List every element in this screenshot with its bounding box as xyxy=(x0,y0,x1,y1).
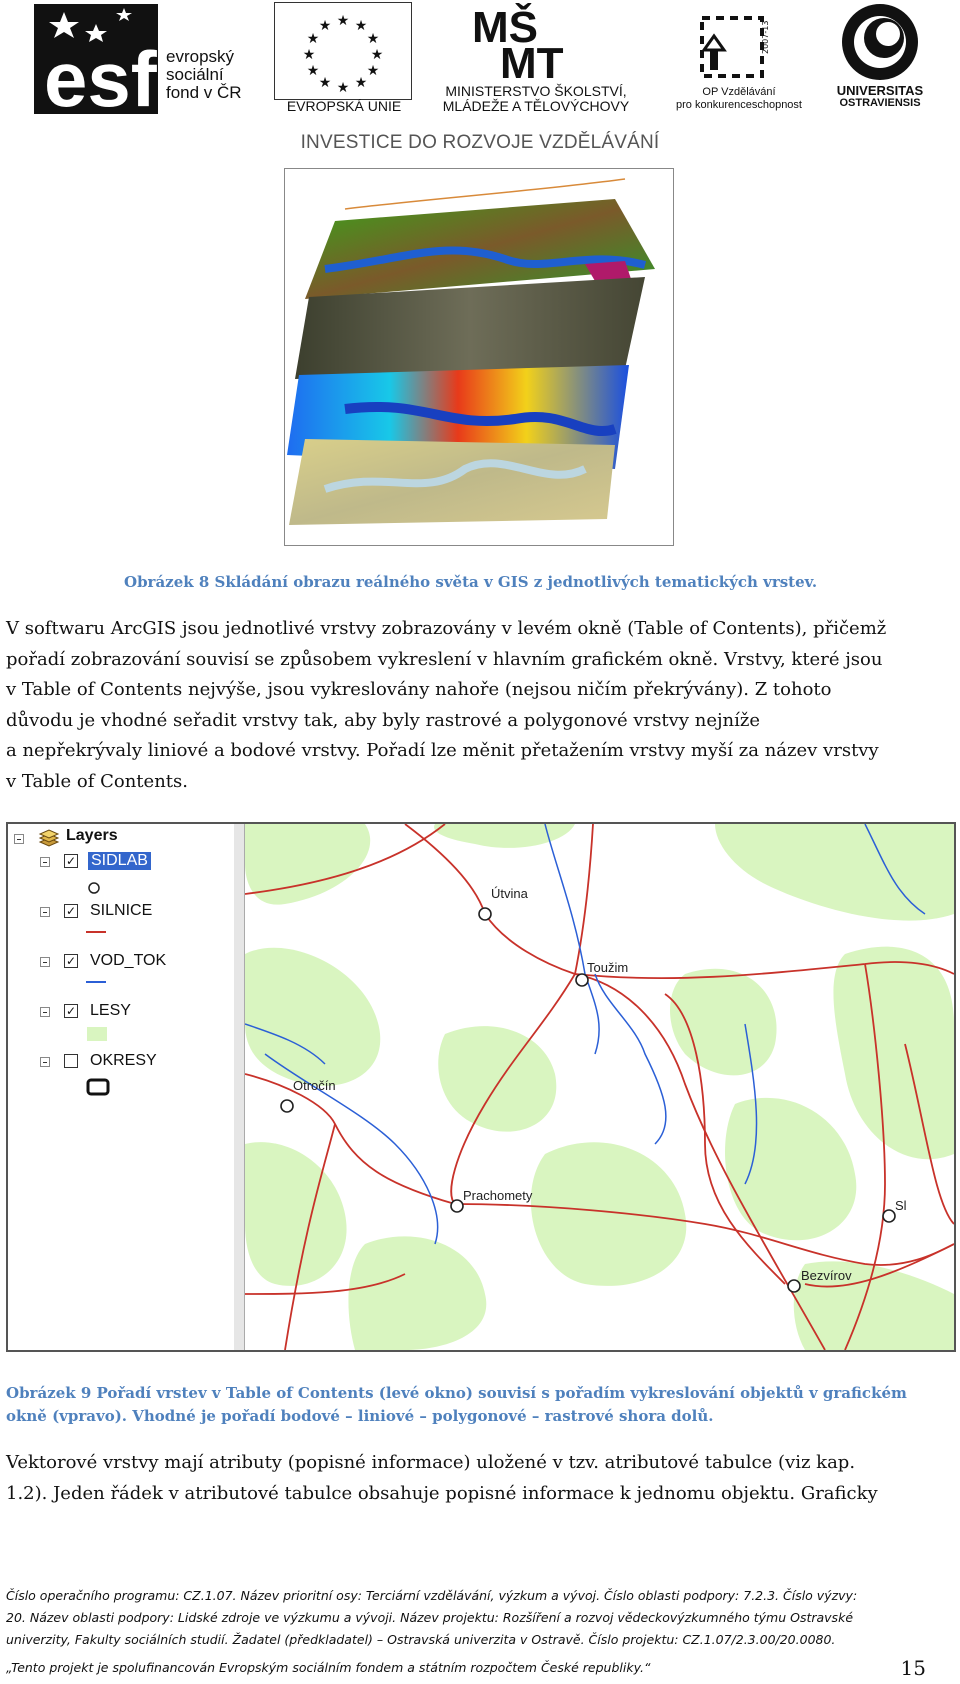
svg-text:★: ★ xyxy=(370,47,384,63)
figure9-caption-line2: okně (vpravo). Vhodné je pořadí bodové – liniové – polygonové – rastrové shora dolů. xyxy=(6,1407,714,1425)
eu-text: EVROPSKÁ UNIE xyxy=(286,98,402,114)
map-label-touzim: Toužim xyxy=(587,960,629,975)
road-line-symbol-icon xyxy=(84,928,108,936)
svg-text:★: ★ xyxy=(366,31,380,47)
layer-checkbox[interactable]: ✓ xyxy=(65,1004,77,1018)
universitas-text-line2: OSTRAVIENSIS xyxy=(839,97,921,109)
map-label-utvina: Útvina xyxy=(491,886,528,901)
gis-layers-illustration xyxy=(285,169,673,545)
paragraph-2-line: Vektorové vrstvy mají atributy (popisné informace) uložené v tzv. atributové tabulce (viz kap. xyxy=(6,1452,856,1473)
universitas-text-line1: UNIVERSITAS xyxy=(836,83,924,98)
op-text-line2: pro konkurenceschopnost xyxy=(676,99,802,111)
layer-vod-tok[interactable]: VOD_TOK xyxy=(90,952,167,969)
msmt-text-line2: MLÁDEŽE A TĚLOVÝCHOVY xyxy=(442,98,630,114)
eu-flag xyxy=(274,2,412,100)
layer-lesy[interactable]: LESY xyxy=(90,1002,131,1019)
arcgis-screenshot xyxy=(6,822,956,1352)
layers-expander-icon[interactable] xyxy=(14,834,24,844)
paragraph-1-line: V softwaru ArcGIS jsou jednotlivé vrstvy zobrazovány v levém okně (Table of Contents), přičemž xyxy=(6,618,887,639)
district-outline-symbol-icon xyxy=(86,1078,110,1096)
svg-text:MŠ: MŠ xyxy=(472,3,538,52)
header-logos xyxy=(0,0,960,160)
msmt-text xyxy=(420,84,652,114)
layer-expander-icon[interactable] xyxy=(40,907,50,917)
layer-checkbox[interactable]: ✓ xyxy=(65,904,77,918)
paragraph-1-line: v Table of Contents. xyxy=(6,770,188,792)
paragraph-1-line: pořadí zobrazování souvisí se způsobem vykreslení v hlavním grafickém okně. Vrstvy, které jsou xyxy=(6,648,883,670)
figure9-caption xyxy=(6,1382,956,1428)
layer-okresy[interactable]: OKRESY xyxy=(90,1052,157,1069)
svg-text:★: ★ xyxy=(366,63,380,79)
layer-sidlab[interactable]: SIDLAB xyxy=(88,852,151,870)
map-label-otrocin: Otročín xyxy=(293,1078,336,1093)
footer-line: 20. Název oblasti podpory: Lidské zdroje ve výzkumu a vývoji. Název projektu: Rozšíření a rozvoj vědeckovýzkumného týmu Ostravské xyxy=(6,1610,854,1625)
msmt-text-line1: MINISTERSTVO ŠKOLSTVÍ, xyxy=(445,83,627,99)
esf-logo xyxy=(34,4,158,114)
point-symbol-icon xyxy=(86,880,102,896)
svg-text:★: ★ xyxy=(354,75,368,91)
paragraph-1 xyxy=(6,614,954,797)
toc-scrollbar[interactable] xyxy=(234,824,245,1350)
layer-expander-icon[interactable] xyxy=(40,1057,50,1067)
svg-text:2007-13: 2007-13 xyxy=(761,20,770,54)
esf-text: evropský sociální fond v ČR xyxy=(166,47,242,102)
svg-text:★: ★ xyxy=(336,80,350,96)
svg-text:★: ★ xyxy=(318,75,332,91)
layer-expander-icon[interactable] xyxy=(40,1007,50,1017)
op-logo xyxy=(696,14,776,84)
map-view[interactable] xyxy=(245,824,954,1350)
svg-text:★: ★ xyxy=(336,13,350,29)
layer-checkbox[interactable]: ✓ xyxy=(65,954,77,968)
universitas-logo xyxy=(840,2,920,82)
layer-expander-icon[interactable] xyxy=(40,857,50,867)
page-number: 15 xyxy=(900,1656,926,1680)
op-text-line1: OP Vzdělávání xyxy=(702,86,776,98)
svg-text:★: ★ xyxy=(302,47,316,63)
gis-layers-image xyxy=(284,168,674,546)
forest-fill-symbol-icon xyxy=(86,1026,108,1042)
svg-text:★: ★ xyxy=(318,18,332,34)
op-text xyxy=(660,86,818,112)
layers-stack-icon xyxy=(38,828,60,848)
layer-checkbox[interactable] xyxy=(64,1054,78,1068)
table-of-contents xyxy=(8,824,235,1350)
figure9-caption-line1: Obrázek 9 Pořadí vrstev v Table of Contents (levé okno) souvisí s pořadím vykreslování objektů v grafickém xyxy=(6,1384,907,1402)
layer-expander-icon[interactable] xyxy=(40,957,50,967)
paragraph-2-line: 1.2). Jeden řádek v atributové tabulce obsahuje popisné informace k jednomu objektu. Graficky xyxy=(6,1482,878,1504)
map-label-prachomety: Prachomety xyxy=(463,1188,533,1203)
universitas-text xyxy=(812,84,948,110)
paragraph-2 xyxy=(6,1448,954,1509)
map-label-sl: Sl xyxy=(895,1198,907,1213)
msmt-logo xyxy=(470,2,590,78)
svg-text:esf: esf xyxy=(44,35,157,114)
figure8-caption: Obrázek 8 Skládání obrazu reálného světa v GIS z jednotlivých tematických vrstev. xyxy=(124,573,818,591)
svg-text:★: ★ xyxy=(354,18,368,34)
layer-silnice[interactable]: SILNICE xyxy=(90,902,153,919)
investice-slogan: INVESTICE DO ROZVOJE VZDĚLÁVÁNÍ xyxy=(300,132,660,153)
svg-text:★: ★ xyxy=(306,63,320,79)
footer-line: univerzity, Fakulty sociálních studií. Žadatel (předkladatel) – Ostravská univerzita v Ostravě. Číslo projektu: CZ.1.07/2.3.00/20.0080. xyxy=(6,1632,836,1647)
paragraph-1-line: v Table of Contents nejvýše, jsou vykreslovány nahoře (nejsou ničím překrývány). Z tohoto xyxy=(6,679,832,700)
paragraph-1-line: a nepřekrývaly liniové a bodové vrstvy. Pořadí lze měnit přetažením vrstvy myší za název vrstvy xyxy=(6,740,879,761)
layer-checkbox[interactable]: ✓ xyxy=(65,854,77,868)
footer-line: „Tento projekt je spolufinancován Evropským sociálním fondem a státním rozpočtem České republiky.“ xyxy=(6,1660,651,1675)
footer-project-info xyxy=(6,1585,954,1679)
river-line-symbol-icon xyxy=(84,978,108,986)
paragraph-1-line: důvodu je vhodné seřadit vrstvy tak, aby byly rastrové a polygonové vrstvy nejníže xyxy=(6,709,761,731)
map-label-bezvirov: Bezvírov xyxy=(801,1268,852,1283)
svg-text:MT: MT xyxy=(500,39,564,78)
footer-line: Číslo operačního programu: CZ.1.07. Název prioritní osy: Terciární vzdělávání, výzkum a vývoj. Číslo oblasti podpory: 7.2.3. Číslo výzvy: xyxy=(6,1588,858,1603)
toc-title: Layers xyxy=(66,827,118,844)
svg-text:★: ★ xyxy=(306,31,320,47)
